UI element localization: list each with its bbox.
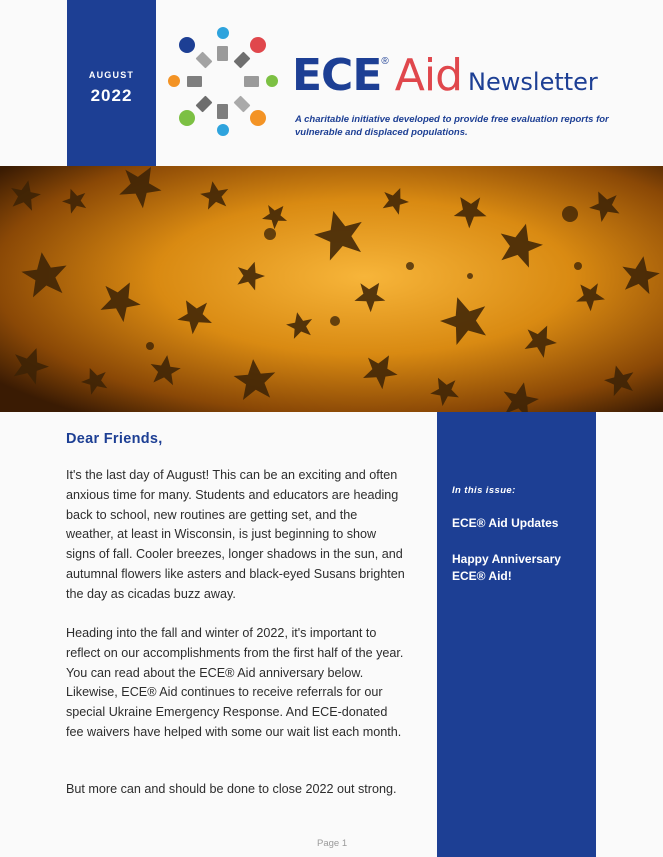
brand-ece: ECE xyxy=(292,50,382,101)
page-number: Page 1 xyxy=(317,838,348,849)
issue-month: AUGUST xyxy=(88,70,135,80)
sidebar-link-aid-updates[interactable]: ECE® Aid Updates xyxy=(452,516,559,530)
hero-banner xyxy=(0,166,663,412)
sidebar-link-anniversary[interactable]: Happy Anniversary ECE® Aid! xyxy=(452,552,561,583)
brand-newsletter: Newsletter xyxy=(468,68,598,96)
newsletter-wordmark xyxy=(292,50,598,110)
in-this-issue-sidebar xyxy=(437,412,596,857)
body-paragraph: But more can and should be done to close 2022 out strong. xyxy=(66,782,397,796)
sidebar-intro: In this issue: xyxy=(452,485,516,496)
tagline: A charitable initiative developed to provide free evaluation reports for vulnerable and displaced populations. xyxy=(295,114,609,138)
body-paragraph: It's the last day of August! This can be an exciting and often anxious time for many. Students and educators are heading back to school, new routines are getting set, and the weather, at least in Wisconsin, is just beginning to show signs of fall. Cooler breezes, longer shadows in the sun, and autumnal flowers like asters and black-eyed Susans brighten the day as cicadas buzz away. xyxy=(66,468,405,601)
gold-stars-icon xyxy=(0,166,663,412)
body-paragraph: Heading into the fall and winter of 2022, it's important to reflect on our accomplishments from the first half of the year. You can read about the ECE® Aid anniversary below. Likewise, ECE® Aid continues to receive referrals for our special Ukraine Emergency Response. And ECE-donated fee waivers have helped with some our wait list each month. xyxy=(66,626,404,739)
issue-year: 2022 xyxy=(90,86,133,105)
greeting: Dear Friends, xyxy=(66,431,163,447)
date-band xyxy=(67,0,156,166)
brand-registered-mark: ® xyxy=(381,56,389,67)
brand-aid: Aid xyxy=(394,50,463,101)
ece-aid-logo-icon xyxy=(166,26,280,138)
